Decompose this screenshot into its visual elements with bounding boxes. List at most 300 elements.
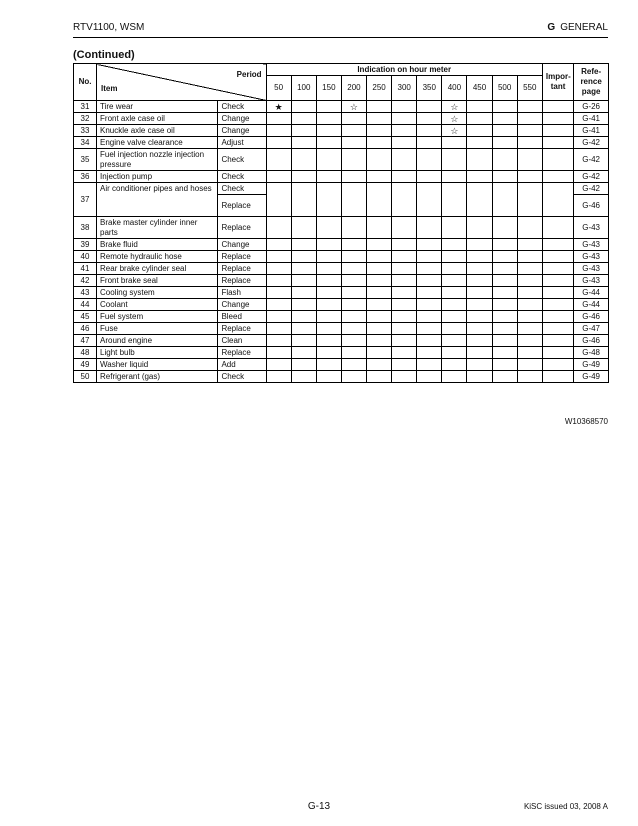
row-hour-cell (266, 125, 291, 137)
row-hour-cell (392, 113, 417, 125)
row-hour-cell (392, 359, 417, 371)
row-hour-cell (266, 263, 291, 275)
row-hour-cell (442, 171, 467, 183)
row-hour-cell (341, 311, 366, 323)
row-hour-cell (492, 335, 517, 347)
row-hour-cell (341, 113, 366, 125)
row-hour-cell: ☆ (442, 125, 467, 137)
row-hour-cell (367, 239, 392, 251)
row-hour-cell (367, 287, 392, 299)
row-action: Replace (218, 217, 266, 239)
row-hour-cell (367, 171, 392, 183)
table-row (74, 299, 609, 311)
row-hour-cell (291, 275, 316, 287)
row-hour-cell (417, 171, 442, 183)
row-hour-cell (417, 137, 442, 149)
row-hour-cell (392, 171, 417, 183)
row-hour-cell (266, 335, 291, 347)
row-hour-cell (316, 359, 341, 371)
table-row (74, 323, 609, 335)
row-action: Change (218, 113, 266, 125)
row-hour-cell (492, 311, 517, 323)
row-reference: G-42 (574, 149, 609, 171)
row-item: Refrigerant (gas) (97, 371, 218, 383)
table-row (74, 335, 609, 347)
row-hour-cell (417, 287, 442, 299)
row-item: Tire wear (97, 101, 218, 113)
header-divider (73, 37, 608, 38)
row-hour-cell (417, 101, 442, 113)
row-hour-cell (492, 263, 517, 275)
row-hour-cell (316, 275, 341, 287)
header-period: Period (236, 70, 262, 79)
row-no: 49 (74, 359, 97, 371)
row-hour-cell (316, 311, 341, 323)
row-hour-cell (291, 217, 316, 239)
row-action: Check (218, 101, 266, 113)
row-item: Front brake seal (97, 275, 218, 287)
row-hour-cell (316, 347, 341, 359)
row-important (542, 251, 573, 263)
row-hour-cell: ★ (266, 101, 291, 113)
row-hour-cell (467, 287, 492, 299)
row-hour-cell (417, 299, 442, 311)
header-hour: 450 (467, 76, 492, 101)
row-hour-cell (492, 359, 517, 371)
row-hour-cell (291, 149, 316, 171)
page-number: G-13 (307, 801, 331, 812)
row-hour-cell (517, 217, 542, 239)
row-no: 35 (74, 149, 97, 171)
row-hour-cell (392, 125, 417, 137)
row-action: Replace (218, 323, 266, 335)
row-hour-cell (316, 263, 341, 275)
row-action: Check (218, 171, 266, 183)
row-hour-cell (417, 125, 442, 137)
row-hour-cell (291, 371, 316, 383)
row-important (542, 183, 573, 217)
row-hour-cell (367, 125, 392, 137)
row-hour-cell (417, 371, 442, 383)
table-row (74, 347, 609, 359)
row-hour-cell (467, 113, 492, 125)
row-hour-cell (467, 311, 492, 323)
row-hour-cell (367, 299, 392, 311)
table-row (74, 275, 609, 287)
row-hour-cell (392, 183, 417, 217)
row-hour-cell (341, 287, 366, 299)
row-hour-cell (316, 125, 341, 137)
row-important (542, 263, 573, 275)
row-hour-cell (517, 101, 542, 113)
row-hour-cell (517, 371, 542, 383)
row-hour-cell (316, 287, 341, 299)
row-no: 37 (74, 183, 97, 217)
row-hour-cell (341, 275, 366, 287)
row-hour-cell (492, 217, 517, 239)
row-hour-cell (367, 311, 392, 323)
row-no: 36 (74, 171, 97, 183)
row-reference: G-49 (574, 359, 609, 371)
row-hour-cell (266, 113, 291, 125)
row-hour-cell (341, 217, 366, 239)
row-hour-cell (492, 125, 517, 137)
row-reference: G-43 (574, 251, 609, 263)
row-important (542, 217, 573, 239)
row-reference: G-42 (574, 171, 609, 183)
row-hour-cell (266, 287, 291, 299)
row-hour-cell (367, 113, 392, 125)
row-important (542, 323, 573, 335)
row-item: Cooling system (97, 287, 218, 299)
row-hour-cell (467, 299, 492, 311)
row-action: Change (218, 125, 266, 137)
row-hour-cell (341, 323, 366, 335)
row-hour-cell (467, 371, 492, 383)
row-action: Change (218, 299, 266, 311)
row-hour-cell (367, 359, 392, 371)
table-row (74, 263, 609, 275)
row-action: Replace (218, 347, 266, 359)
header-hour: 250 (367, 76, 392, 101)
row-no: 38 (74, 217, 97, 239)
header-item-period (97, 64, 267, 101)
row-hour-cell (266, 137, 291, 149)
manual-title: RTV1100, WSM (73, 22, 145, 33)
row-hour-cell (266, 299, 291, 311)
row-item: Remote hydraulic hose (97, 251, 218, 263)
row-item: Coolant (97, 299, 218, 311)
row-hour-cell (442, 311, 467, 323)
row-item: Engine valve clearance (97, 137, 218, 149)
row-hour-cell (291, 251, 316, 263)
row-hour-cell (291, 125, 316, 137)
row-item: Washer liquid (97, 359, 218, 371)
row-hour-cell (367, 149, 392, 171)
row-hour-cell (517, 149, 542, 171)
row-reference: G-48 (574, 347, 609, 359)
table-row (74, 101, 609, 113)
row-hour-cell (467, 359, 492, 371)
row-hour-cell (341, 263, 366, 275)
row-hour-cell (291, 171, 316, 183)
row-hour-cell (442, 371, 467, 383)
row-hour-cell (492, 113, 517, 125)
row-reference: G-44 (574, 299, 609, 311)
header-hour: 100 (291, 76, 316, 101)
row-hour-cell (492, 251, 517, 263)
row-hour-cell (316, 149, 341, 171)
row-item: Front axle case oil (97, 113, 218, 125)
row-hour-cell (392, 311, 417, 323)
row-hour-cell: ☆ (442, 113, 467, 125)
row-hour-cell (316, 371, 341, 383)
row-action: Check (218, 371, 266, 383)
row-reference: G-43 (574, 217, 609, 239)
row-hour-cell (517, 251, 542, 263)
row-reference: G-41 (574, 125, 609, 137)
header-hour: 150 (316, 76, 341, 101)
header-hour: 50 (266, 76, 291, 101)
row-hour-cell (266, 371, 291, 383)
row-reference: G-43 (574, 275, 609, 287)
row-reference: G-43 (574, 239, 609, 251)
row-hour-cell (467, 137, 492, 149)
row-item: Injection pump (97, 171, 218, 183)
row-hour-cell (417, 263, 442, 275)
row-hour-cell (367, 217, 392, 239)
row-no: 41 (74, 263, 97, 275)
row-hour-cell (291, 101, 316, 113)
row-hour-cell (492, 275, 517, 287)
row-hour-cell (417, 183, 442, 217)
row-hour-cell (316, 323, 341, 335)
row-hour-cell (266, 239, 291, 251)
row-important (542, 371, 573, 383)
row-hour-cell (341, 335, 366, 347)
row-hour-cell (467, 101, 492, 113)
row-no: 45 (74, 311, 97, 323)
row-hour-cell (392, 335, 417, 347)
row-item: Rear brake cylinder seal (97, 263, 218, 275)
row-hour-cell (467, 263, 492, 275)
row-item: Light bulb (97, 347, 218, 359)
row-hour-cell (492, 101, 517, 113)
row-hour-cell (417, 275, 442, 287)
row-hour-cell (266, 275, 291, 287)
table-row (74, 217, 609, 239)
row-item: Fuel injection nozzle injection pressure (97, 149, 218, 171)
row-hour-cell (417, 149, 442, 171)
row-hour-cell (266, 251, 291, 263)
row-important (542, 125, 573, 137)
row-hour-cell (517, 359, 542, 371)
row-hour-cell (291, 323, 316, 335)
row-reference: G-26 (574, 101, 609, 113)
row-hour-cell (392, 263, 417, 275)
row-hour-cell (367, 323, 392, 335)
row-hour-cell (392, 371, 417, 383)
row-action: Bleed (218, 311, 266, 323)
row-reference: G-47 (574, 323, 609, 335)
row-hour-cell (517, 311, 542, 323)
row-no: 46 (74, 323, 97, 335)
header-indication: Indication on hour meter (266, 64, 542, 76)
row-hour-cell (316, 113, 341, 125)
table-row (74, 183, 609, 195)
row-reference: G-46 (574, 195, 609, 217)
row-hour-cell (266, 217, 291, 239)
row-hour-cell (291, 263, 316, 275)
row-hour-cell (517, 347, 542, 359)
row-important (542, 347, 573, 359)
row-no: 39 (74, 239, 97, 251)
row-no: 33 (74, 125, 97, 137)
row-reference: G-44 (574, 287, 609, 299)
row-hour-cell (392, 323, 417, 335)
row-hour-cell (517, 275, 542, 287)
row-hour-cell: ☆ (442, 101, 467, 113)
row-important (542, 239, 573, 251)
row-hour-cell (392, 347, 417, 359)
maintenance-table (73, 63, 609, 383)
row-important (542, 335, 573, 347)
row-hour-cell (392, 251, 417, 263)
table-row (74, 251, 609, 263)
row-no: 42 (74, 275, 97, 287)
header-important: Impor- tant (542, 64, 573, 101)
row-hour-cell (291, 113, 316, 125)
row-hour-cell (442, 275, 467, 287)
row-hour-cell (316, 335, 341, 347)
row-hour-cell (341, 371, 366, 383)
row-hour-cell (291, 137, 316, 149)
row-hour-cell (417, 323, 442, 335)
row-hour-cell (442, 335, 467, 347)
row-no: 44 (74, 299, 97, 311)
row-action: Replace (218, 251, 266, 263)
row-hour-cell (492, 347, 517, 359)
row-hour-cell (266, 323, 291, 335)
row-hour-cell (392, 217, 417, 239)
row-important (542, 113, 573, 125)
table-row (74, 359, 609, 371)
row-hour-cell (442, 183, 467, 217)
row-hour-cell (316, 171, 341, 183)
row-hour-cell (467, 171, 492, 183)
row-important (542, 137, 573, 149)
row-hour-cell (392, 149, 417, 171)
row-hour-cell (392, 101, 417, 113)
table-row (74, 239, 609, 251)
table-row (74, 125, 609, 137)
header-reference: Refe- rence page (574, 64, 609, 101)
row-action: Replace (218, 195, 266, 217)
row-no: 40 (74, 251, 97, 263)
row-hour-cell: ☆ (341, 101, 366, 113)
row-hour-cell (442, 251, 467, 263)
row-hour-cell (492, 323, 517, 335)
row-hour-cell (417, 239, 442, 251)
row-reference: G-42 (574, 137, 609, 149)
header-hour: 350 (417, 76, 442, 101)
row-no: 50 (74, 371, 97, 383)
header-hour: 300 (392, 76, 417, 101)
row-hour-cell (291, 347, 316, 359)
row-hour-cell (467, 125, 492, 137)
row-hour-cell (442, 137, 467, 149)
row-important (542, 275, 573, 287)
row-important (542, 359, 573, 371)
row-action: Replace (218, 275, 266, 287)
row-hour-cell (467, 335, 492, 347)
row-reference: G-46 (574, 335, 609, 347)
row-no: 34 (74, 137, 97, 149)
row-hour-cell (316, 137, 341, 149)
row-hour-cell (291, 183, 316, 217)
row-hour-cell (467, 183, 492, 217)
header-hour: 400 (442, 76, 467, 101)
row-hour-cell (517, 171, 542, 183)
row-hour-cell (517, 263, 542, 275)
row-hour-cell (467, 323, 492, 335)
row-hour-cell (316, 183, 341, 217)
row-hour-cell (417, 113, 442, 125)
row-hour-cell (417, 347, 442, 359)
row-hour-cell (266, 311, 291, 323)
row-hour-cell (417, 335, 442, 347)
row-action: Add (218, 359, 266, 371)
row-hour-cell (492, 171, 517, 183)
row-hour-cell (467, 149, 492, 171)
row-hour-cell (492, 149, 517, 171)
row-item: Brake fluid (97, 239, 218, 251)
row-hour-cell (316, 251, 341, 263)
row-hour-cell (467, 347, 492, 359)
row-hour-cell (367, 371, 392, 383)
row-hour-cell (517, 299, 542, 311)
header-no: No. (74, 64, 97, 101)
row-item: Air conditioner pipes and hoses (97, 183, 218, 217)
table-row (74, 137, 609, 149)
section-letter: G (547, 22, 556, 33)
row-no: 47 (74, 335, 97, 347)
row-hour-cell (341, 183, 366, 217)
row-hour-cell (341, 171, 366, 183)
row-hour-cell (517, 239, 542, 251)
row-reference: G-42 (574, 183, 609, 195)
row-hour-cell (266, 171, 291, 183)
row-hour-cell (341, 125, 366, 137)
row-hour-cell (341, 359, 366, 371)
issue-info: KiSC issued 03, 2008 A (523, 802, 608, 811)
row-hour-cell (417, 217, 442, 239)
row-hour-cell (492, 239, 517, 251)
row-hour-cell (392, 299, 417, 311)
row-hour-cell (442, 239, 467, 251)
row-reference: G-41 (574, 113, 609, 125)
row-hour-cell (341, 251, 366, 263)
row-reference: G-43 (574, 263, 609, 275)
table-row (74, 149, 609, 171)
row-hour-cell (517, 183, 542, 217)
table-row (74, 371, 609, 383)
row-hour-cell (442, 149, 467, 171)
row-hour-cell (341, 149, 366, 171)
row-hour-cell (417, 311, 442, 323)
row-hour-cell (442, 347, 467, 359)
row-no: 31 (74, 101, 97, 113)
row-item: Fuel system (97, 311, 218, 323)
row-important (542, 171, 573, 183)
row-no: 43 (74, 287, 97, 299)
row-hour-cell (467, 275, 492, 287)
row-hour-cell (442, 287, 467, 299)
row-hour-cell (316, 299, 341, 311)
row-hour-cell (367, 101, 392, 113)
row-item: Around engine (97, 335, 218, 347)
header-hour: 200 (341, 76, 366, 101)
row-hour-cell (367, 347, 392, 359)
section-heading (547, 22, 608, 33)
continued-label: (Continued) (73, 49, 135, 61)
header-hour: 500 (492, 76, 517, 101)
row-hour-cell (316, 239, 341, 251)
row-important (542, 299, 573, 311)
row-hour-cell (467, 217, 492, 239)
row-hour-cell (341, 239, 366, 251)
row-item: Brake master cylinder inner parts (97, 217, 218, 239)
